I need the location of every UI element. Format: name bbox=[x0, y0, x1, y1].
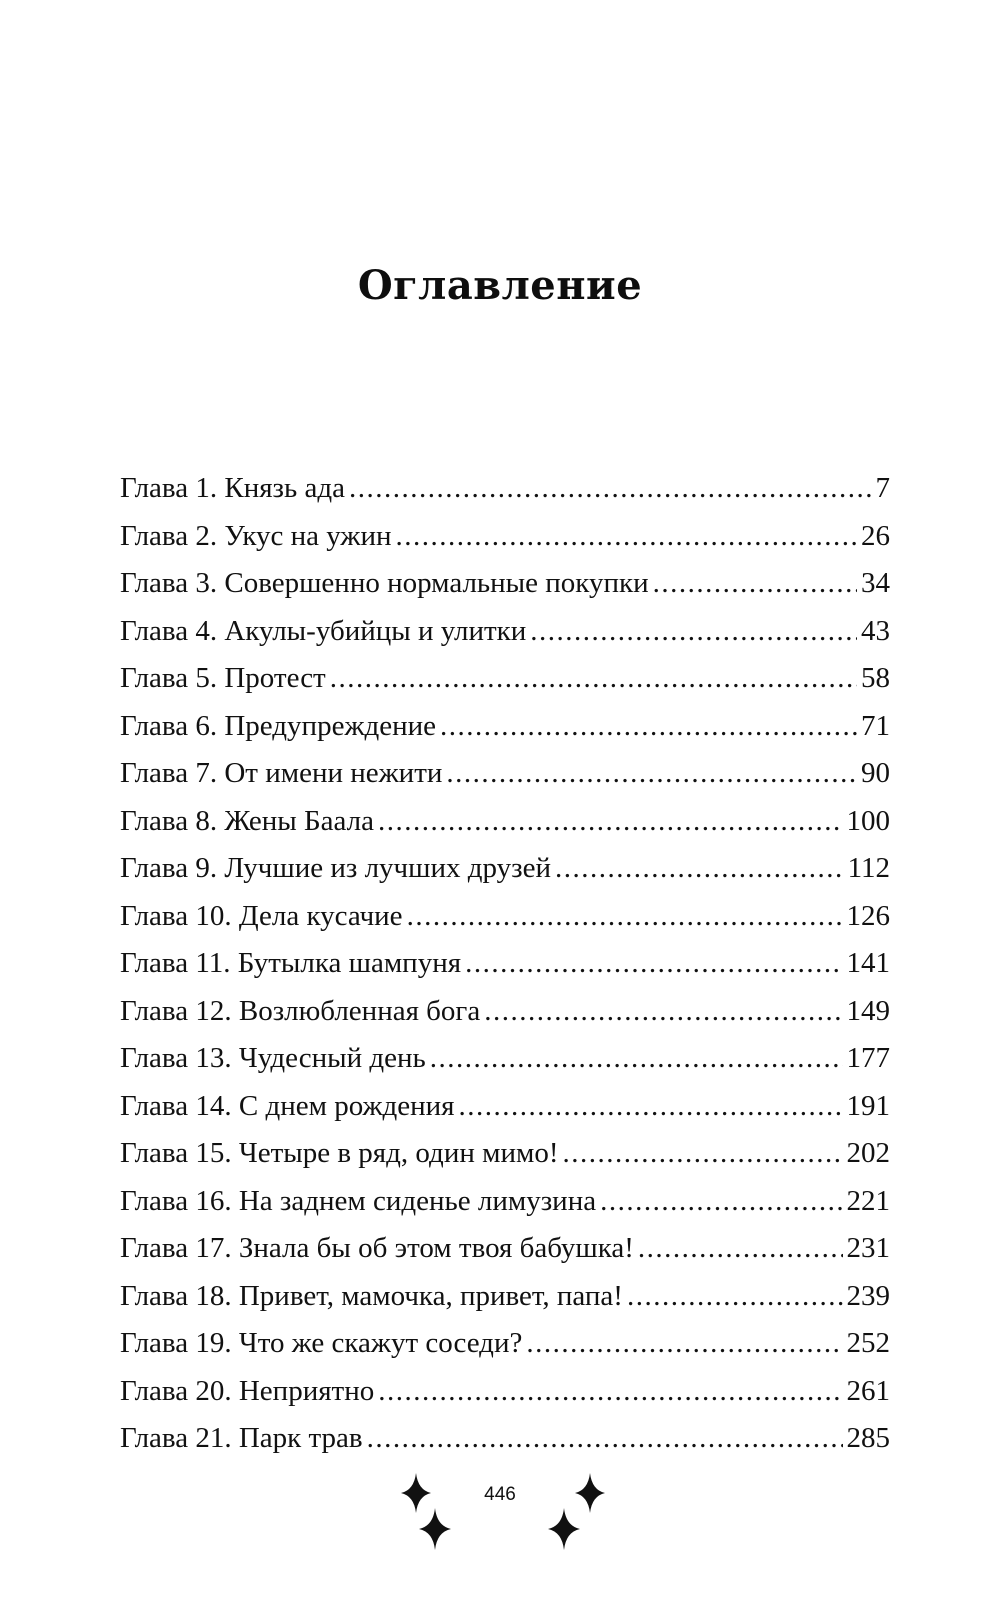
table-of-contents bbox=[120, 465, 890, 1463]
toc-entry-page: 7 bbox=[875, 472, 890, 504]
toc-entry[interactable] bbox=[120, 608, 890, 656]
toc-entry-title: Глава 16. На заднем сиденье лимузина bbox=[120, 1184, 597, 1217]
toc-leader-dots bbox=[330, 655, 857, 703]
toc-entry[interactable] bbox=[120, 1368, 890, 1416]
toc-entry-title: Глава 4. Акулы-убийцы и улитки bbox=[120, 614, 527, 647]
toc-leader-dots bbox=[378, 798, 843, 846]
toc-entry-title: Глава 13. Чудесный день bbox=[120, 1042, 426, 1074]
toc-leader-dots bbox=[526, 1320, 842, 1368]
toc-entry[interactable] bbox=[120, 1273, 890, 1321]
toc-leader-dots bbox=[465, 940, 842, 988]
toc-entry[interactable] bbox=[120, 845, 890, 893]
toc-entry-title: Глава 15. Четыре в ряд, один мимо! bbox=[120, 1137, 559, 1169]
toc-leader-dots bbox=[627, 1273, 843, 1321]
toc-entry-page: 112 bbox=[847, 852, 890, 884]
toc-entry[interactable] bbox=[120, 1178, 890, 1226]
toc-entry[interactable] bbox=[120, 1130, 890, 1178]
toc-leader-dots bbox=[349, 465, 872, 513]
toc-entry[interactable] bbox=[120, 560, 890, 608]
sparkle-star-icon bbox=[419, 1508, 451, 1550]
page-title: Оглавление bbox=[357, 262, 643, 309]
toc-entry-title: Глава 3. Совершенно нормальные покупки bbox=[120, 567, 649, 599]
toc-entry-page: 252 bbox=[846, 1327, 890, 1359]
toc-entry[interactable] bbox=[120, 703, 890, 751]
toc-entry[interactable] bbox=[120, 940, 890, 988]
toc-entry-title: Глава 9. Лучшие из лучших друзей bbox=[120, 852, 551, 884]
toc-entry-title: Глава 8. Жены Баала bbox=[120, 804, 374, 837]
toc-entry-title: Глава 20. Неприятно bbox=[120, 1374, 375, 1407]
toc-leader-dots bbox=[378, 1368, 842, 1416]
toc-leader-dots bbox=[430, 1035, 843, 1083]
toc-entry-title: Глава 21. Парк трав bbox=[120, 1422, 363, 1454]
toc-entry-page: 26 bbox=[861, 519, 890, 552]
toc-entry-page: 58 bbox=[861, 662, 890, 694]
toc-entry-page: 34 bbox=[861, 567, 890, 599]
toc-leader-dots bbox=[638, 1225, 843, 1273]
toc-entry[interactable] bbox=[120, 1225, 890, 1273]
toc-entry-title: Глава 18. Привет, мамочка, привет, папа! bbox=[120, 1279, 623, 1312]
toc-leader-dots bbox=[407, 893, 843, 941]
toc-leader-dots bbox=[367, 1415, 843, 1463]
toc-leader-dots bbox=[555, 845, 844, 893]
toc-leader-dots bbox=[653, 560, 857, 608]
toc-entry-page: 221 bbox=[846, 1184, 890, 1217]
toc-entry[interactable] bbox=[120, 750, 890, 798]
toc-entry[interactable] bbox=[120, 1083, 890, 1131]
toc-entry-page: 126 bbox=[846, 899, 890, 932]
toc-entry-page: 90 bbox=[861, 757, 890, 789]
toc-entry[interactable] bbox=[120, 893, 890, 941]
toc-entry-title: Глава 7. От имени нежити bbox=[120, 757, 443, 789]
toc-entry-page: 285 bbox=[846, 1422, 890, 1454]
toc-entry-page: 231 bbox=[846, 1232, 890, 1264]
toc-entry[interactable] bbox=[120, 1415, 890, 1463]
toc-entry-page: 43 bbox=[861, 614, 890, 647]
page-number: 446 bbox=[484, 1484, 516, 1505]
toc-entry[interactable] bbox=[120, 1320, 890, 1368]
toc-entry[interactable] bbox=[120, 1035, 890, 1083]
toc-entry-page: 191 bbox=[846, 1089, 890, 1122]
toc-leader-dots bbox=[562, 1130, 842, 1178]
toc-leader-dots bbox=[459, 1083, 843, 1131]
toc-entry-page: 239 bbox=[846, 1279, 890, 1312]
toc-entry[interactable] bbox=[120, 513, 890, 561]
toc-entry-page: 149 bbox=[846, 994, 890, 1027]
sparkle-star-icon bbox=[548, 1508, 580, 1550]
page-footer bbox=[0, 1478, 1000, 1548]
toc-entry[interactable] bbox=[120, 465, 890, 513]
toc-entry-page: 100 bbox=[846, 804, 890, 837]
toc-entry-title: Глава 14. С днем рождения bbox=[120, 1089, 455, 1122]
toc-entry-page: 261 bbox=[846, 1374, 890, 1407]
toc-entry-title: Глава 10. Дела кусачие bbox=[120, 899, 403, 932]
toc-leader-dots bbox=[446, 750, 857, 798]
toc-entry-page: 71 bbox=[861, 709, 890, 742]
toc-entry-title: Глава 17. Знала бы об этом твоя бабушка! bbox=[120, 1232, 634, 1264]
toc-entry-title: Глава 5. Протест bbox=[120, 662, 326, 694]
toc-entry[interactable] bbox=[120, 988, 890, 1036]
toc-entry-page: 202 bbox=[846, 1137, 890, 1169]
toc-leader-dots bbox=[600, 1178, 842, 1226]
toc-entry-title: Глава 11. Бутылка шампуня bbox=[120, 947, 462, 979]
toc-leader-dots bbox=[530, 608, 857, 656]
toc-leader-dots bbox=[440, 703, 857, 751]
toc-entry[interactable] bbox=[120, 798, 890, 846]
sparkle-star-icon bbox=[575, 1473, 605, 1513]
toc-entry-title: Глава 12. Возлюбленная бога bbox=[120, 994, 481, 1027]
toc-entry-page: 177 bbox=[846, 1042, 890, 1074]
toc-leader-dots bbox=[395, 513, 857, 561]
toc-entry-title: Глава 6. Предупреждение bbox=[120, 709, 437, 742]
toc-entry-title: Глава 1. Князь ада bbox=[120, 472, 345, 504]
toc-entry-page: 141 bbox=[846, 947, 890, 979]
toc-entry-title: Глава 2. Укус на ужин bbox=[120, 519, 392, 552]
toc-leader-dots bbox=[484, 988, 842, 1036]
toc-entry[interactable] bbox=[120, 655, 890, 703]
toc-entry-title: Глава 19. Что же скажут соседи? bbox=[120, 1327, 523, 1359]
